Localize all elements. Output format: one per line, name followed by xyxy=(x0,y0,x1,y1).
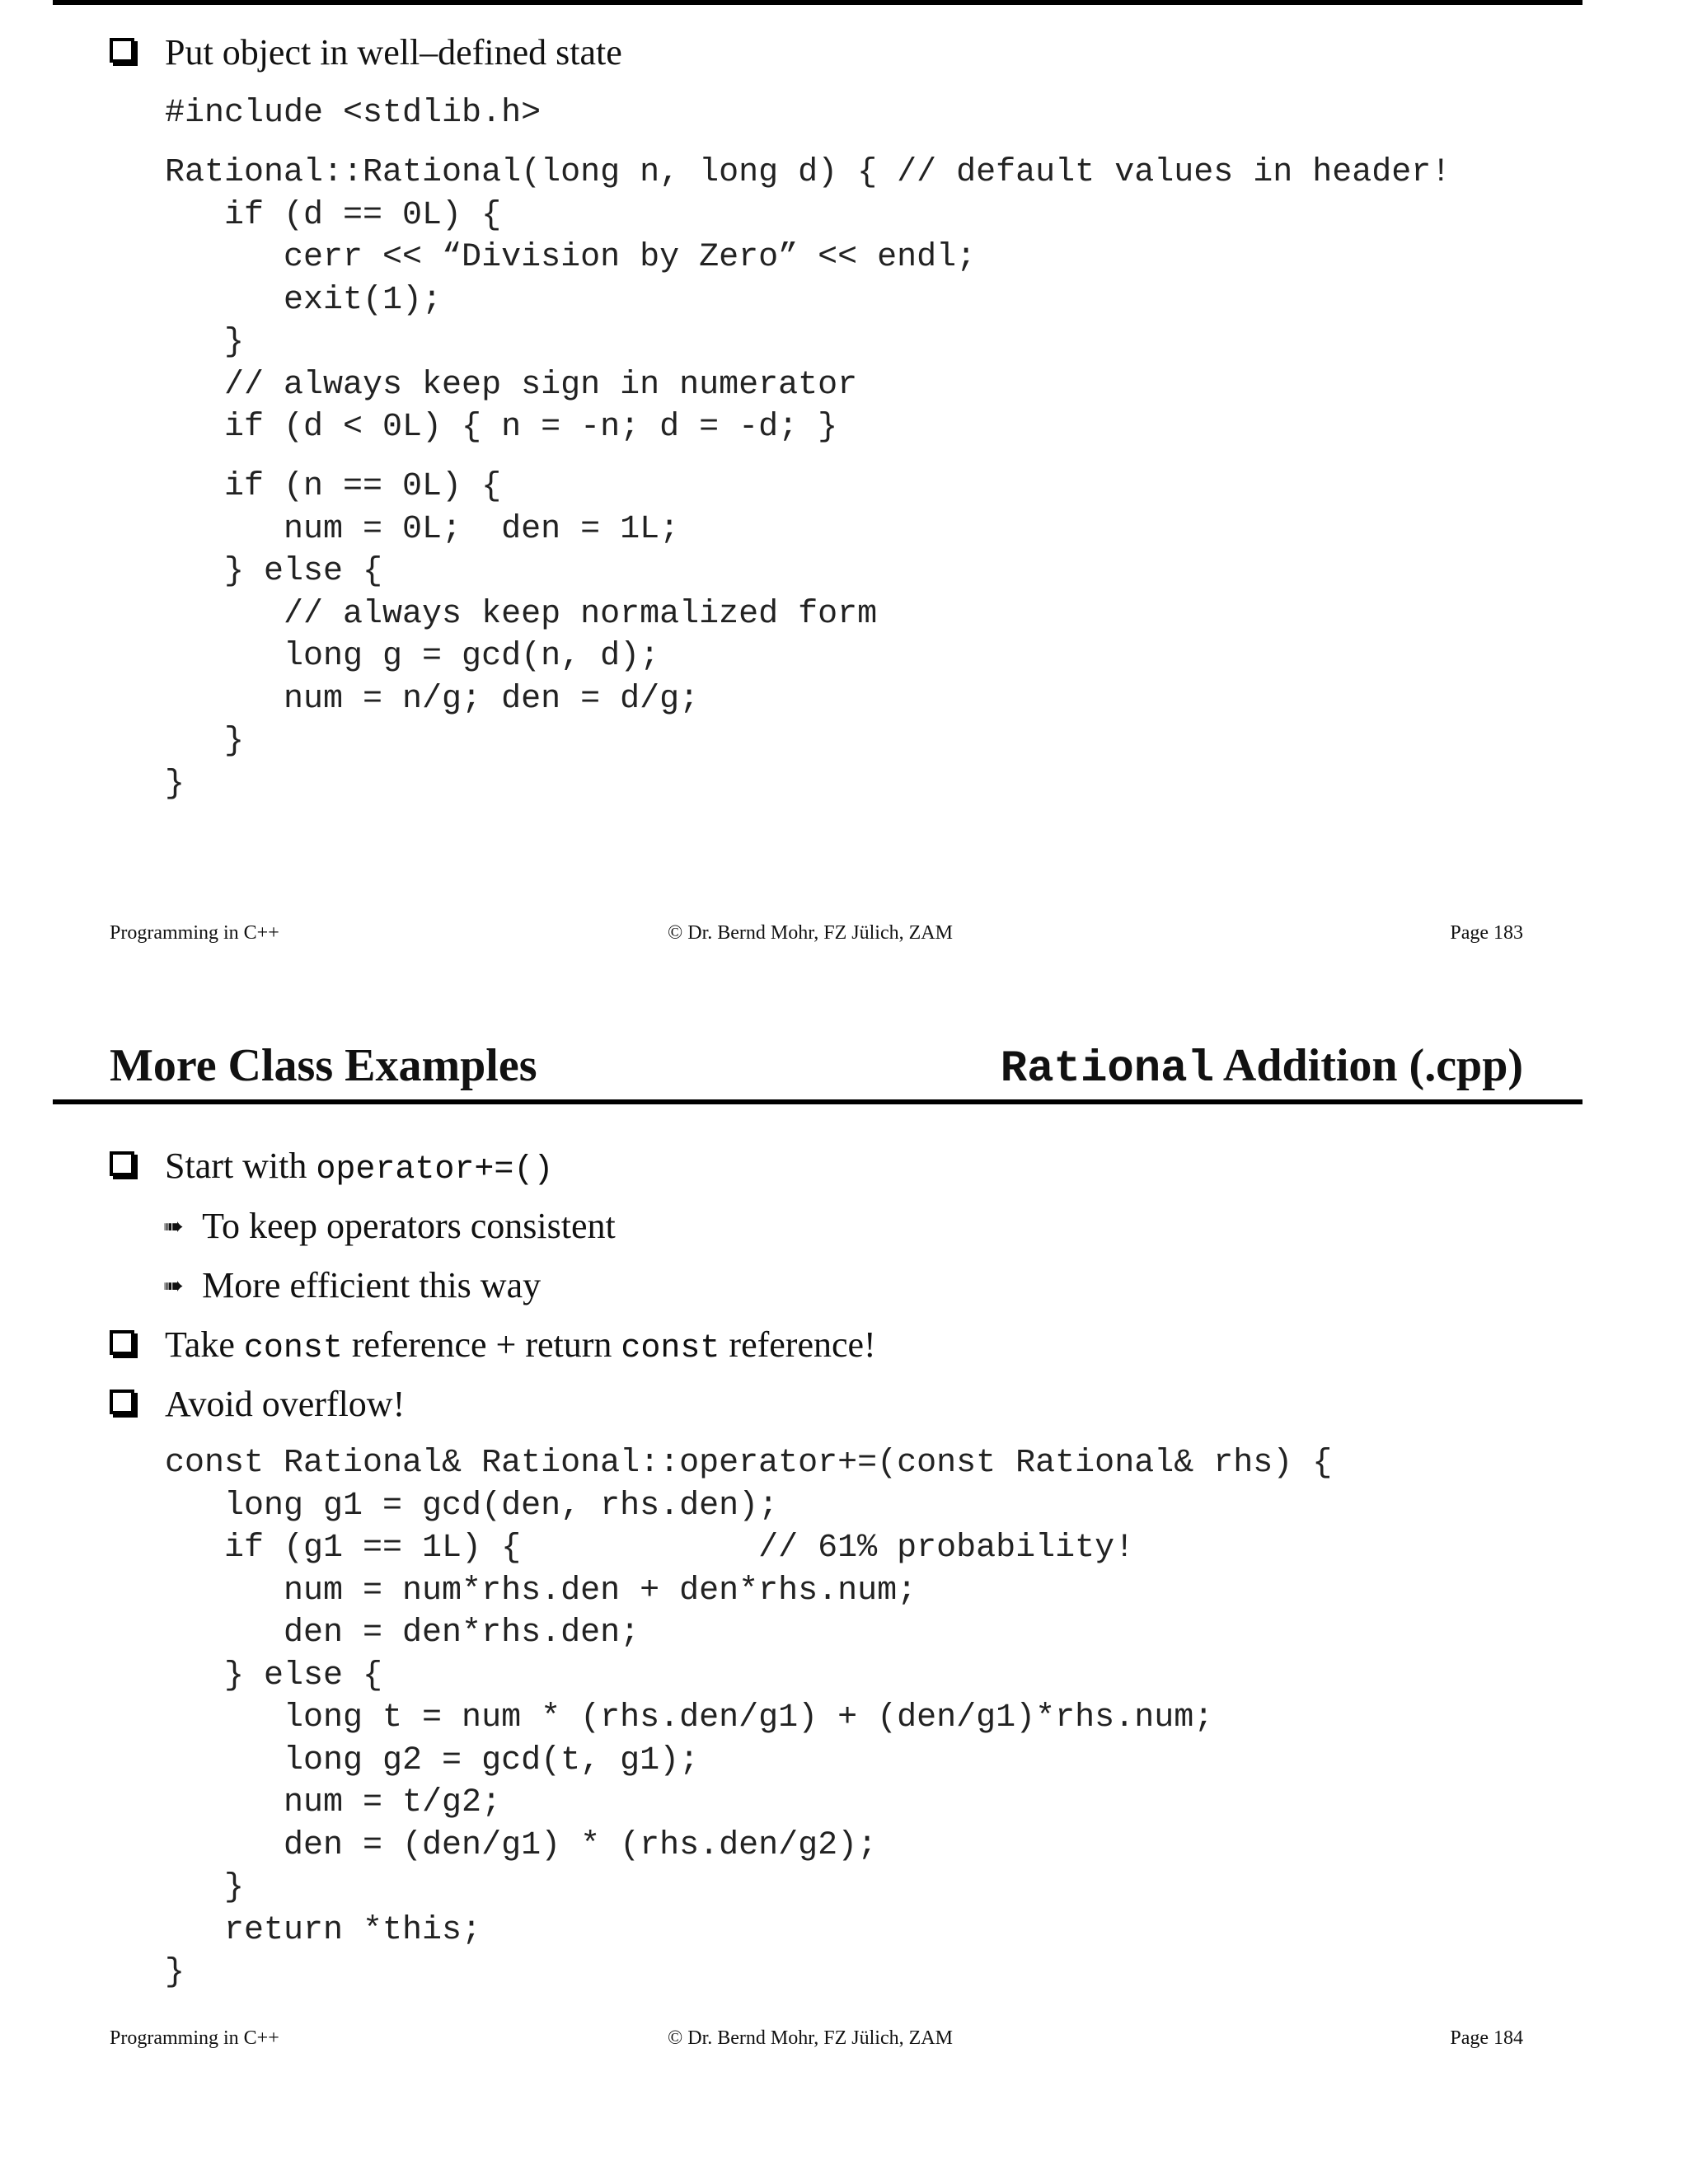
page-subtitle xyxy=(1001,1037,1523,1099)
footer-page-number-p184: Page 184 xyxy=(1450,2027,1523,2049)
bullet-well-defined-state xyxy=(110,30,622,76)
bullet-text: Put object in well–defined state xyxy=(165,32,622,73)
bullet-text: Start with xyxy=(165,1146,316,1186)
footer-center-p184: © Dr. Bernd Mohr, FZ Jülich, ZAM xyxy=(668,2027,953,2049)
bullet-code: const xyxy=(621,1330,720,1367)
sub-bullet-text: More efficient this way xyxy=(202,1265,542,1305)
bullet-text: Avoid overflow! xyxy=(165,1384,406,1424)
footer-page-number-p183: Page 183 xyxy=(1450,922,1523,944)
title-rule xyxy=(53,1099,1582,1104)
sub-bullet-consistent xyxy=(163,1203,616,1250)
footer-left-p183: Programming in C++ xyxy=(110,922,279,944)
include-line: #include <stdlib.h> xyxy=(165,95,542,132)
bullet-avoid-overflow xyxy=(110,1381,405,1427)
constructor-code-block: Rational::Rational(long n, long d) { // default values in header! if (d == 0L) { cerr << “Division by Zero” << endl; exit(1); } // always keep sign in numerator if (d < 0L) { n = -n; d = -d; } xyxy=(165,154,1451,446)
sub-bullet-text: To keep operators consistent xyxy=(202,1206,616,1246)
constructor-code-block-2: if (n == 0L) { num = 0L; den = 1L; } else { // always keep normalized form long g = gcd(n, d); num = n/g; den = d/g; } } xyxy=(165,468,878,803)
bullet-code: const xyxy=(243,1330,343,1367)
checkbox-square-icon xyxy=(110,38,134,63)
sub-bullet-efficient xyxy=(163,1263,541,1310)
page-title: More Class Examples xyxy=(110,1040,537,1091)
operator-plus-equals-code-block: const Rational& Rational::operator+=(const Rational& rhs) { long g1 = gcd(den, rhs.den); if (g1 == 1L) { // 61% probability! num = num*rhs.den + den*rhs.num; den = den*rhs.den; } else { long t = num * (rhs.den/g1) + (den/g1)*rhs.num; long g2 = gcd(t, g1); num = t/g2; den = (den/g1) * (rhs.den/g2); } return *this; } xyxy=(165,1445,1333,1991)
top-rule xyxy=(53,0,1582,5)
subtitle-class-name: Rational xyxy=(1000,1044,1214,1094)
checkbox-square-icon xyxy=(110,1390,134,1414)
bullet-start-with-operator xyxy=(110,1143,553,1193)
checkbox-square-icon xyxy=(110,1330,134,1355)
bullet-text: reference! xyxy=(720,1324,876,1365)
footer-left-p184: Programming in C++ xyxy=(110,2027,279,2049)
bullet-code: operator+=() xyxy=(316,1151,554,1188)
arrow-right-icon: ➠ xyxy=(163,1212,185,1241)
checkbox-square-icon xyxy=(110,1151,134,1176)
footer-center-p183: © Dr. Bernd Mohr, FZ Jülich, ZAM xyxy=(668,922,953,944)
arrow-right-icon: ➠ xyxy=(163,1272,185,1301)
bullet-text: reference + return xyxy=(342,1324,621,1365)
bullet-const-reference xyxy=(110,1322,876,1372)
bullet-text: Take xyxy=(165,1324,244,1365)
subtitle-rest: Addition (.cpp) xyxy=(1214,1040,1523,1091)
